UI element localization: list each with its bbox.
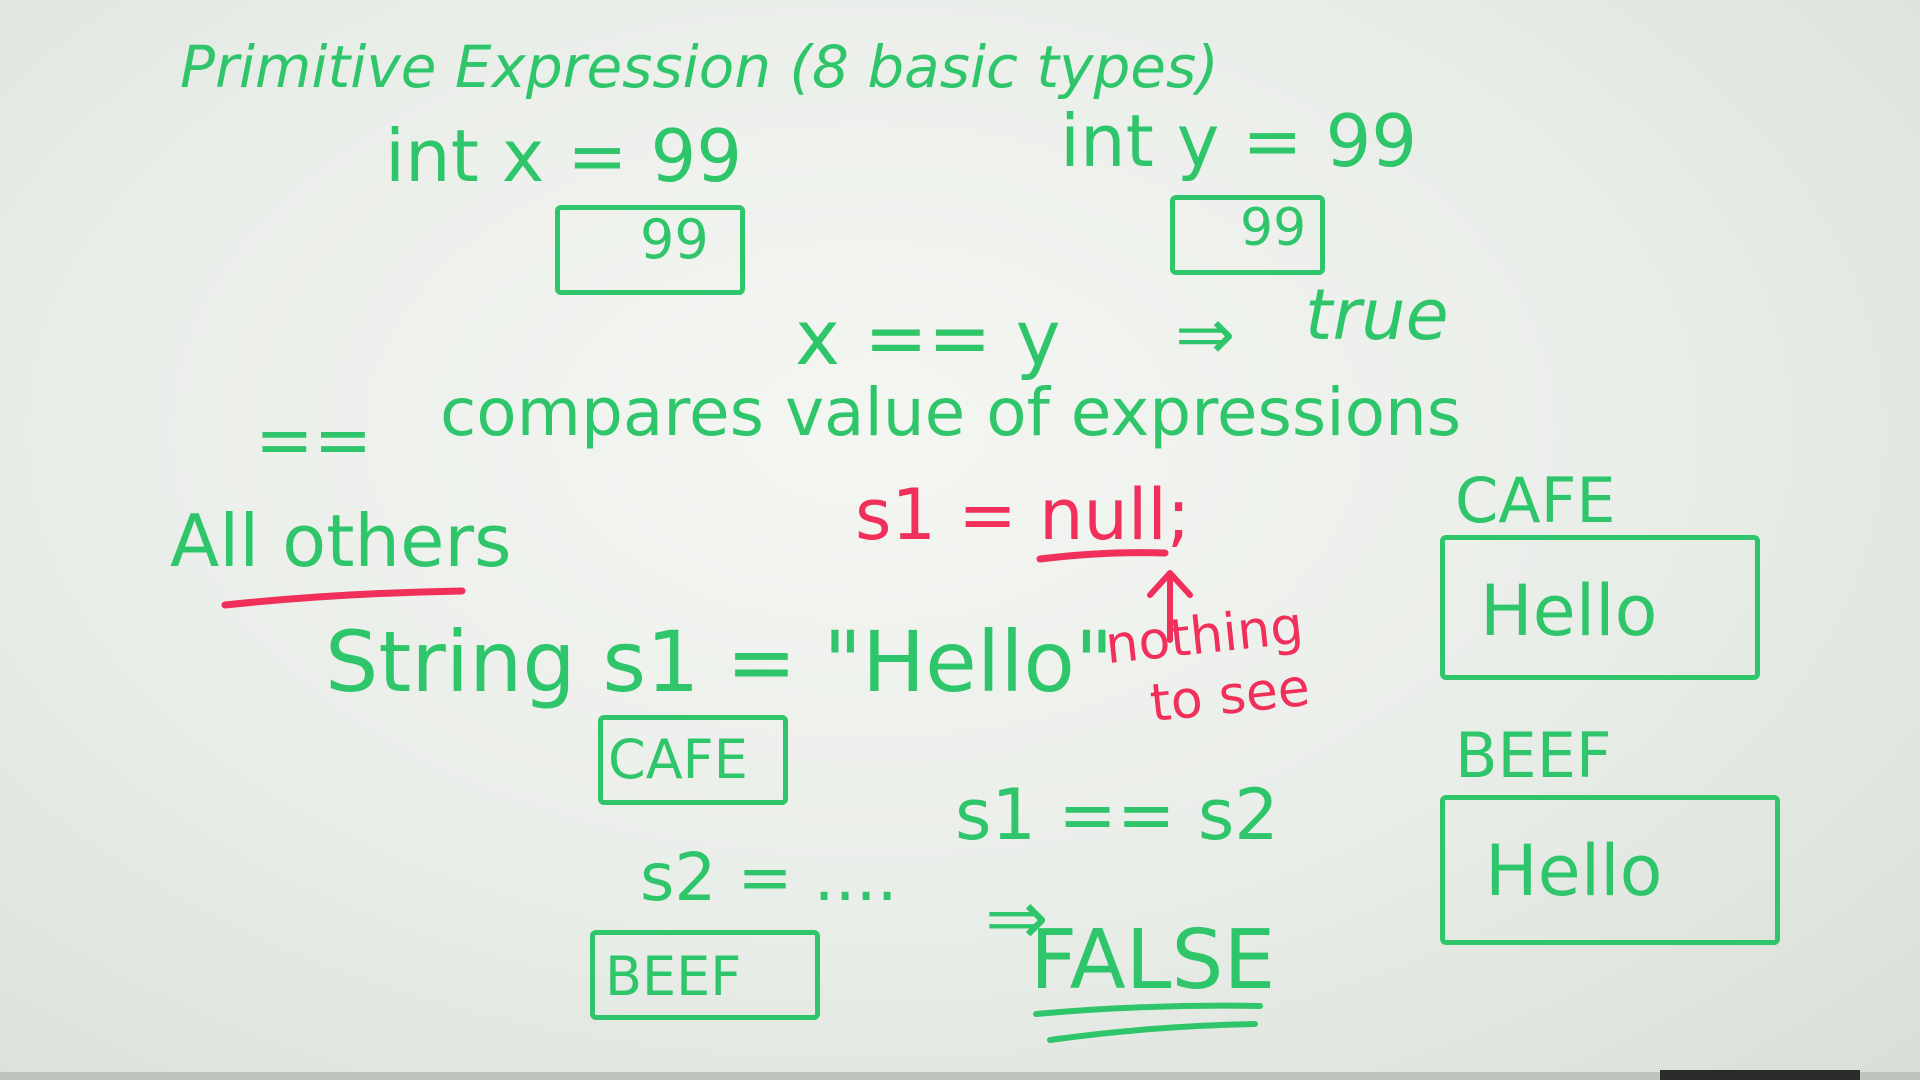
s1-null-statement: s1 = null; [855,474,1191,556]
compare-result: true [1305,274,1449,356]
int-x-declaration: int x = 99 [385,114,743,198]
object-cafe-label: CAFE [1455,464,1616,537]
false-underline [1030,1000,1270,1050]
board-bottom-edge [0,1072,1920,1080]
to-see-text: to see [1147,657,1313,735]
compares-text: compares value of expressions [440,374,1462,451]
title-text: Primitive Expression (8 basic types) [180,33,1219,101]
object-beef-value: Hello [1485,830,1663,912]
all-others-text: All others [170,499,512,583]
object-cafe-value: Hello [1480,570,1658,652]
object-beef-label: BEEF [1455,719,1612,792]
x-value-box-text: 99 [640,208,709,271]
int-y-declaration: int y = 99 [1060,99,1418,183]
marker-tray [1660,1070,1860,1080]
compare-x-y: x == y [795,293,1061,382]
s2-ref-box-text: BEEF [605,945,742,1008]
all-others-underline [220,585,470,615]
equals-symbol: == [255,399,373,481]
s2-declaration: s2 = .... [640,839,898,916]
compare-arrow: ⇒ [1175,292,1236,376]
s1-ref-box-text: CAFE [608,728,748,791]
false-result: FALSE [1030,913,1276,1008]
string-s1-declaration: String s1 = "Hello" [325,613,1114,711]
nothing-text: nothing [1102,595,1307,677]
null-underline [1035,545,1175,567]
y-value-box-text: 99 [1240,198,1307,258]
s1-equals-s2: s1 == s2 [955,774,1279,856]
false-arrow: ⇒ [985,873,1049,962]
